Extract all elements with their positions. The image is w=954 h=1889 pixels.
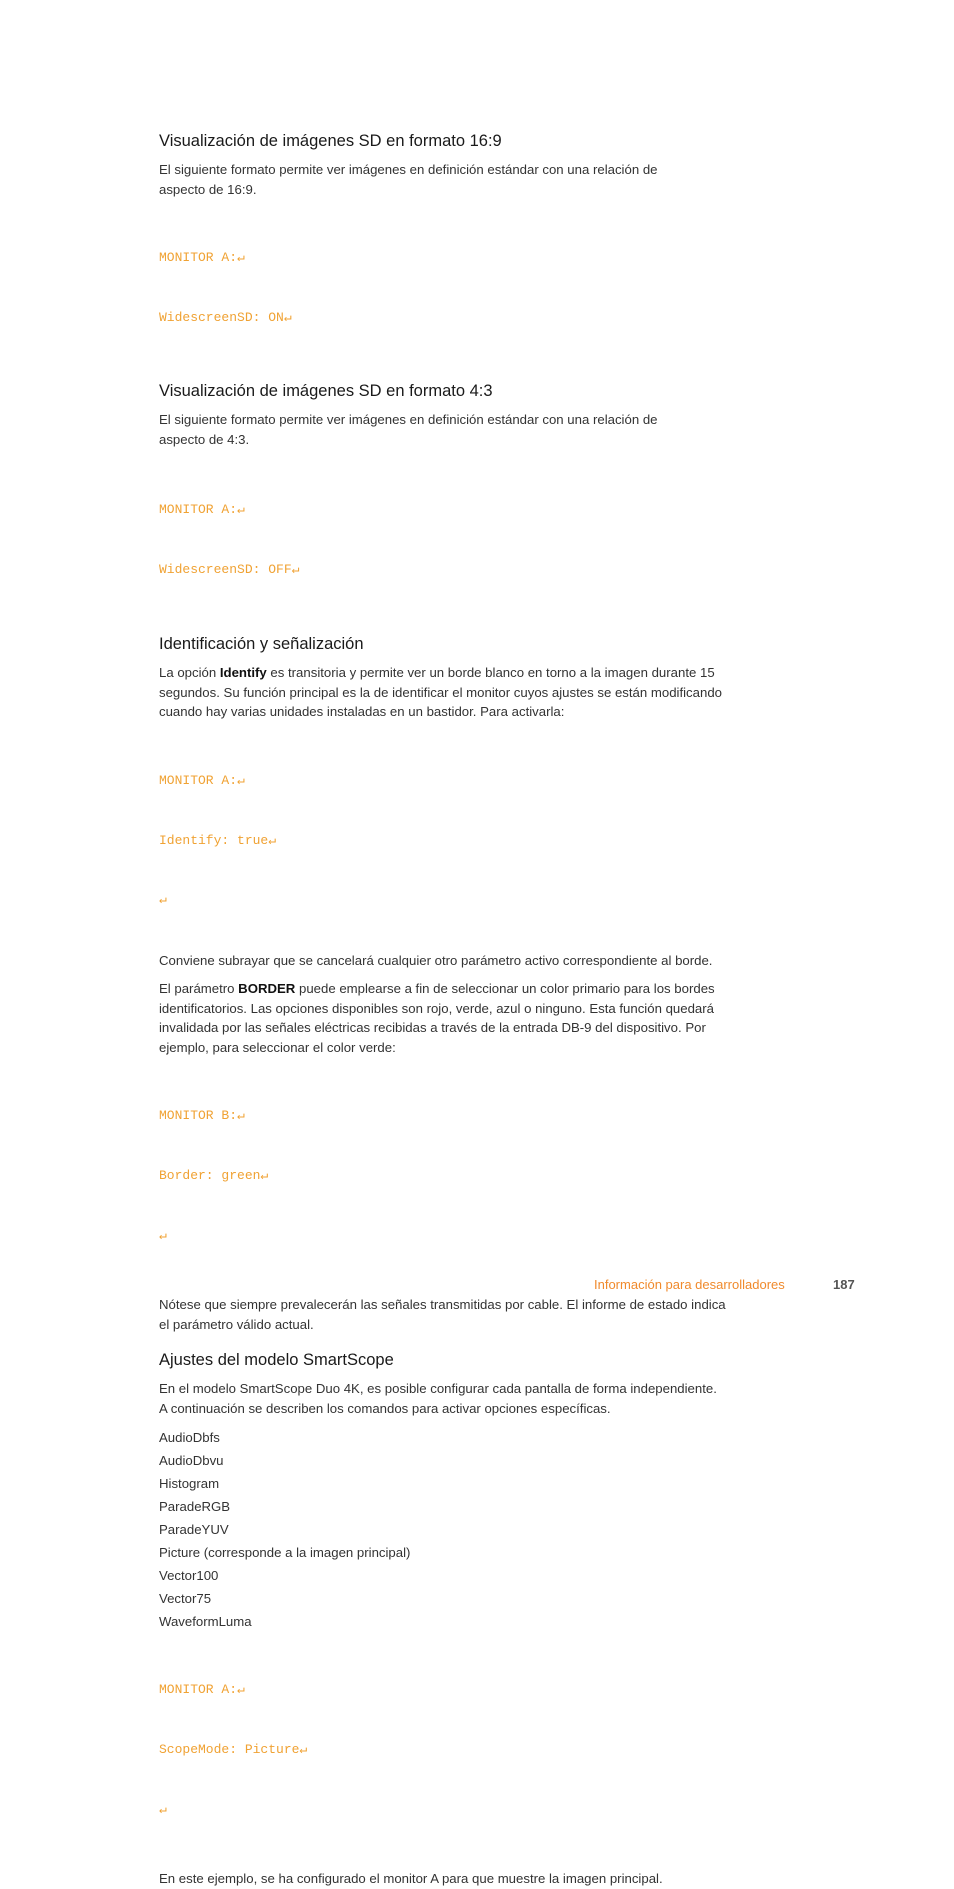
code-line: WidescreenSD: OFF↵ [159, 562, 300, 577]
list-item: AudioDbfs [159, 1430, 220, 1445]
code-line: WidescreenSD: ON↵ [159, 310, 292, 325]
code-line: ScopeMode: Picture↵ [159, 1742, 308, 1757]
code-line: MONITOR A:↵ [159, 250, 245, 265]
code-line: ↵ [159, 891, 167, 907]
list-item: Histogram [159, 1476, 220, 1491]
code-line: MONITOR B:↵ [159, 1108, 245, 1123]
heading-smartscope: Ajustes del modelo SmartScope [159, 1351, 394, 1369]
list-item: ParadeRGB [159, 1499, 231, 1514]
body-border-note: Conviene subrayar que se cancelará cualquier otro parámetro activo correspondiente al borde. [159, 952, 713, 968]
list-item: AudioDbvu [159, 1453, 224, 1468]
body-identify: La opción Identify es transitoria y permite ver un borde blanco en torno a la imagen durante 15 segundos. Su función principal es la de identificar el monitor cuyos ajustes se están modificando cuando hay varias unidades instaladas en un bastidor. Para activarla: [159, 665, 722, 719]
heading-sd-4-3: Visualización de imágenes SD en formato 4:3 [159, 382, 493, 400]
body-smartscope: En el modelo SmartScope Duo 4K, es posible configurar cada pantalla de forma independiente. A continuación se describen los comandos para activar opciones específicas. [159, 1381, 717, 1416]
list-item: Vector75 [159, 1591, 212, 1606]
code-block-sd-16-9 [159, 208, 799, 368]
body-cable-note: Nótese que siempre prevalecerán las señales transmitidas por cable. El informe de estado indica el parámetro válido actual. [159, 1297, 726, 1332]
scope-mode-list [159, 1426, 799, 1633]
body-border-param: El parámetro BORDER puede emplearse a fin de seleccionar un color primario para los bordes identificatorios. Las opciones disponibles son rojo, verde, azul o ninguno. Esta función quedará invalidada por las señales eléctricas recibidas a través de la entrada DB-9 del dispositivo. Por ejemplo, para seleccionar el color verde: [159, 981, 715, 1055]
page-number: 187 [833, 1277, 855, 1292]
footer-section-label: Información para desarrolladores [594, 1277, 785, 1292]
code-block-border [159, 1066, 799, 1286]
list-item: ParadeYUV [159, 1522, 229, 1537]
code-line: ↵ [159, 1802, 167, 1817]
list-item: WaveformLuma [159, 1614, 252, 1629]
code-block-sd-4-3 [159, 460, 799, 620]
code-line: MONITOR A:↵ [159, 772, 245, 788]
code-line: MONITOR A:↵ [159, 1682, 245, 1697]
code-line: ↵ [159, 1228, 167, 1243]
list-item: Vector100 [159, 1568, 219, 1583]
code-line: MONITOR A:↵ [159, 502, 245, 517]
page-content [159, 130, 799, 1889]
code-block-scopemode [159, 1640, 799, 1860]
heading-identify: Identificación y señalización [159, 635, 364, 653]
list-item: Picture (corresponde a la imagen principal) [159, 1545, 411, 1560]
heading-sd-16-9: Visualización de imágenes SD en formato 16:9 [159, 132, 502, 150]
body-sd-4-3: El siguiente formato permite ver imágenes en definición estándar con una relación de aspecto de 4:3. [159, 412, 658, 447]
code-block-identify [159, 731, 799, 949]
code-line: Border: green↵ [159, 1168, 269, 1183]
body-example-note: En este ejemplo, se ha configurado el monitor A para que muestre la imagen principal. [159, 1871, 663, 1886]
body-sd-16-9: El siguiente formato permite ver imágenes en definición estándar con una relación de aspecto de 16:9. [159, 162, 658, 197]
code-line: Identify: true↵ [159, 832, 277, 848]
